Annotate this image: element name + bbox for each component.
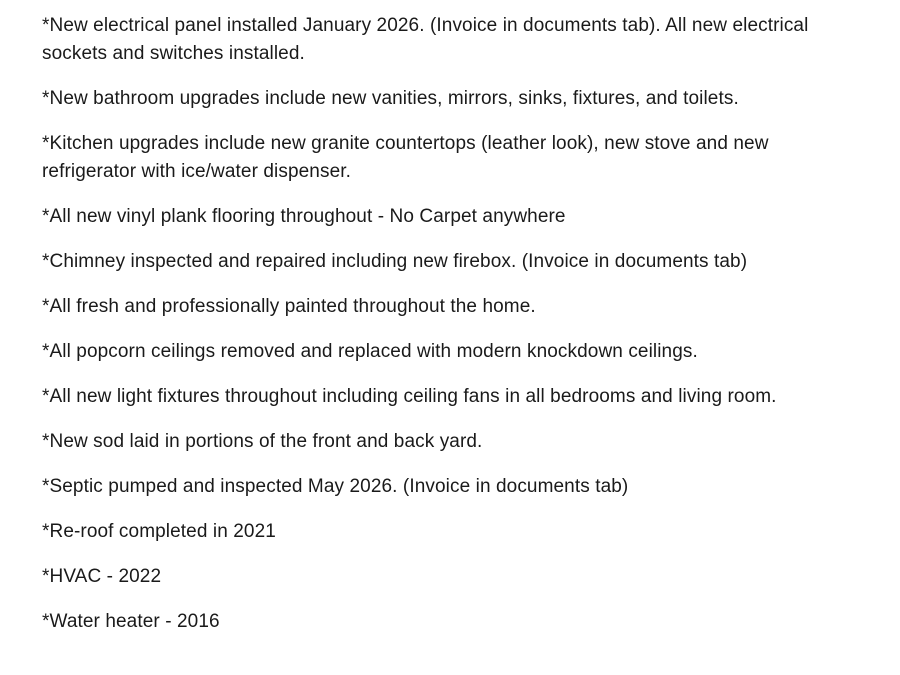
list-item: *Water heater - 2016 (42, 611, 220, 632)
list-item: *Chimney inspected and repaired including new firebox. (Invoice in documents tab) (42, 251, 748, 272)
list-item: *HVAC - 2022 (42, 566, 162, 587)
list-item: *All fresh and professionally painted throughout the home. (42, 296, 536, 317)
list-item: *Septic pumped and inspected May 2026. (Invoice in documents tab) (42, 476, 629, 497)
list-item: *All new vinyl plank flooring throughout - No Carpet anywhere (42, 206, 566, 227)
list-item: *New electrical panel installed January 2026. (Invoice in documents tab). All new electrical sockets and switches installed. (42, 15, 809, 64)
list-item: *Kitchen upgrades include new granite countertops (leather look), new stove and new refrigerator with ice/water dispenser. (42, 133, 769, 182)
list-item: *All popcorn ceilings removed and replaced with modern knockdown ceilings. (42, 341, 698, 362)
list-item: *New sod laid in portions of the front and back yard. (42, 431, 483, 452)
upgrades-list (42, 12, 862, 653)
list-item: *New bathroom upgrades include new vanities, mirrors, sinks, fixtures, and toilets. (42, 88, 739, 109)
list-item: *Re-roof completed in 2021 (42, 521, 276, 542)
list-item: *All new light fixtures throughout including ceiling fans in all bedrooms and living room. (42, 386, 777, 407)
